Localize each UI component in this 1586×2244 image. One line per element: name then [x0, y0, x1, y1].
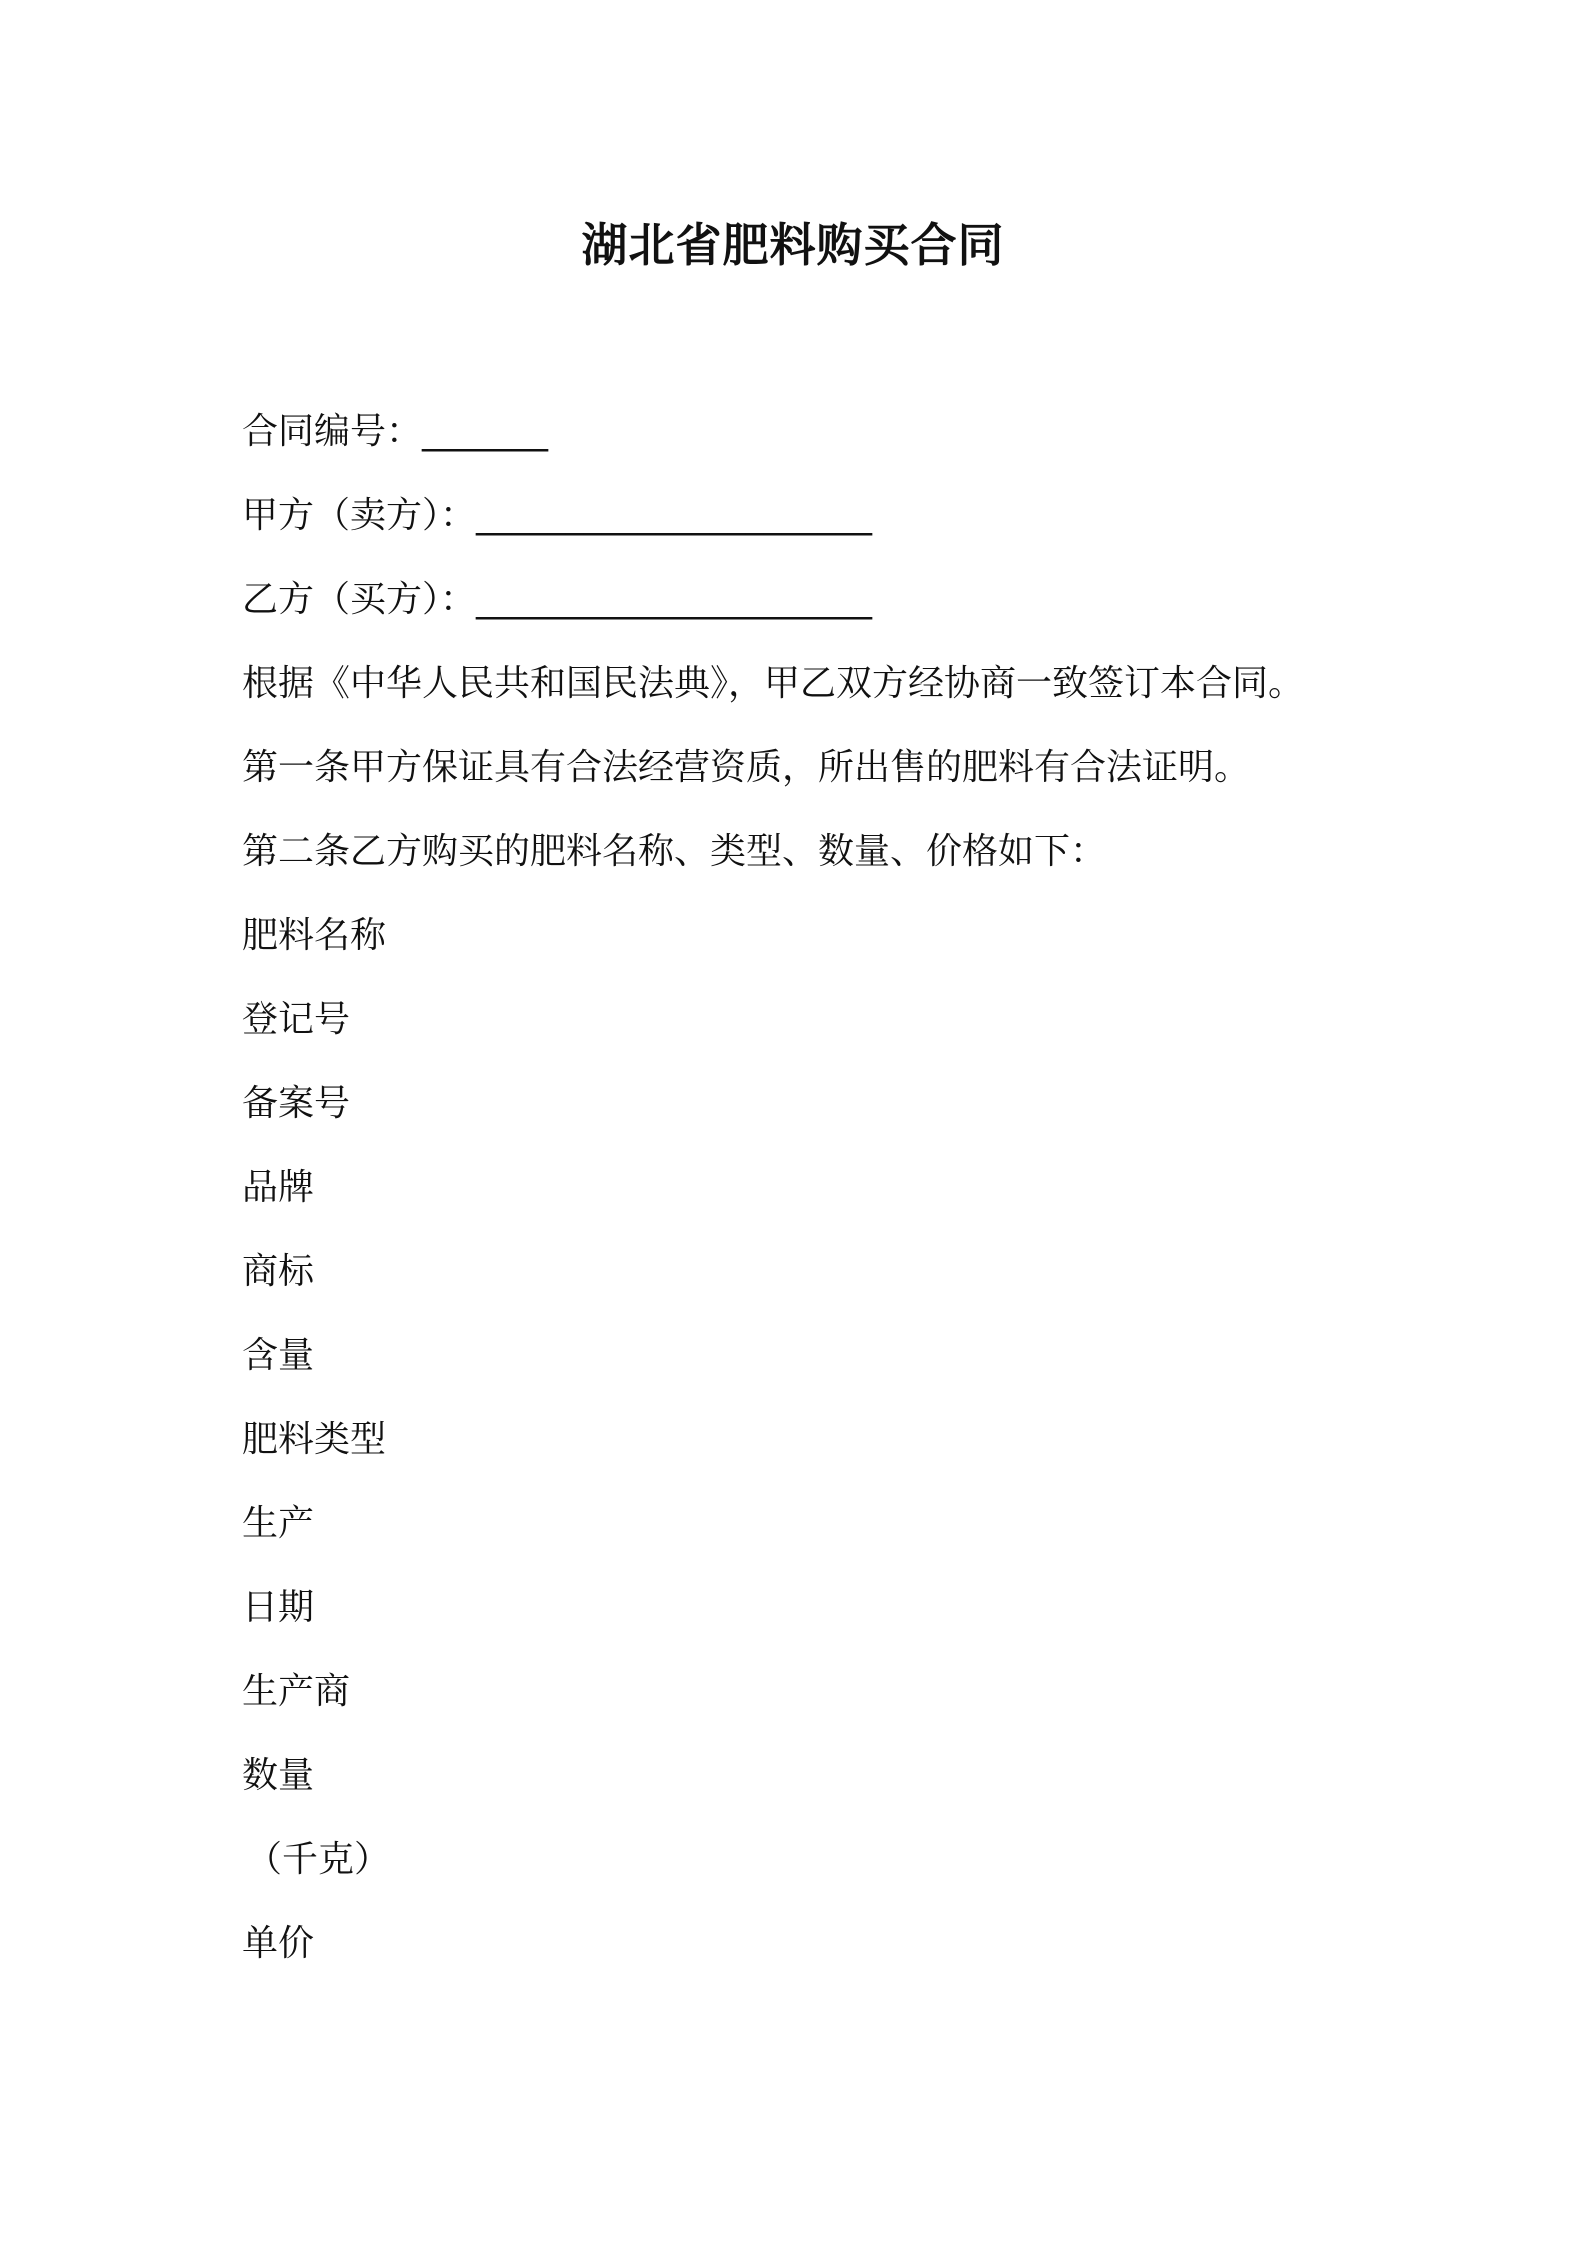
document-body	[242, 407, 1442, 2003]
field-label-brand: 品牌	[242, 1167, 315, 1208]
field-label-quantity: 数量	[242, 1755, 315, 1796]
contract-number-line: 合同编号：_______	[242, 411, 549, 452]
field-label-production: 生产	[242, 1503, 315, 1544]
field-label-fertilizer-name: 肥料名称	[242, 915, 387, 956]
legal-basis-paragraph: 根据《中华人民共和国民法典》，甲乙双方经协商一致签订本合同。	[242, 663, 1305, 704]
field-label-quantity-unit: （千克）	[246, 1839, 391, 1880]
field-label-unit-price: 单价	[242, 1923, 315, 1964]
article-one-paragraph: 第一条甲方保证具有合法经营资质，所出售的肥料有合法证明。	[242, 747, 1251, 788]
field-label-trademark: 商标	[242, 1251, 315, 1292]
field-label-manufacturer: 生产商	[242, 1671, 351, 1712]
party-a-line: 甲方（卖方）：______________________	[242, 495, 873, 536]
field-label-filing-number: 备案号	[242, 1083, 351, 1124]
field-label-registration-number: 登记号	[242, 999, 351, 1040]
field-label-content: 含量	[242, 1335, 315, 1376]
field-label-date: 日期	[242, 1587, 315, 1628]
party-b-line: 乙方（买方）：______________________	[242, 579, 873, 620]
document-title: 湖北省肥料购买合同	[581, 218, 1005, 272]
field-label-fertilizer-type: 肥料类型	[242, 1419, 387, 1460]
article-two-paragraph: 第二条乙方购买的肥料名称、类型、数量、价格如下：	[242, 831, 1107, 872]
